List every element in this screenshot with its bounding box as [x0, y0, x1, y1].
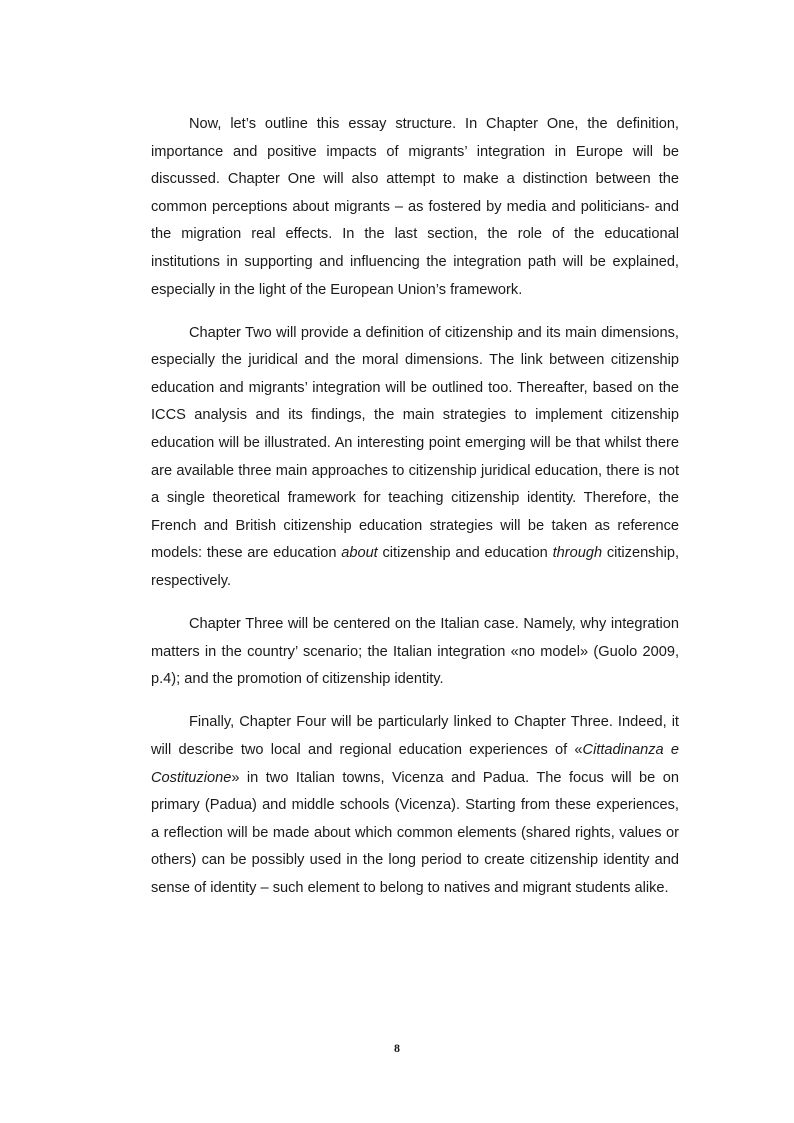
- paragraph-text: citizenship and education: [377, 545, 553, 562]
- paragraph-text: Chapter Two will provide a definition of citizenship and its main dimensions, especially the juridical and the moral dimensions. The link between citizenship education and migrants’ integration will be outlined too. Thereafter, based on the ICCS analysis and its findings, the main strategies to implement citizenship education will be illustrated. An interesting point emerging will be that whilst there are available three main approaches to citizenship juridical education, there is not a single theoretical framework for teaching citizenship identity. Therefore, the French and British citizenship education strategies will be taken as reference models: these are education: [151, 324, 679, 562]
- italic-through: through: [552, 545, 603, 562]
- italic-cittadinanza-e-costituzione: Cittadinanza e Costituzione: [151, 741, 679, 786]
- paragraph-chapter-four: [151, 709, 679, 902]
- paragraph-text: » in two Italian towns, Vicenza and Padua. The focus will be on primary (Padua) and middle schools (Vicenza). Starting from these experiences, a reflection will be made about which common elements (shared rights, values or others) can be possibly used in the long period to create citizenship identity and sense of identity – such element to belong to natives and migrant students alike.: [151, 769, 679, 896]
- paragraph-text: citizenship, respectively.: [151, 545, 680, 589]
- page-number: 8: [394, 1041, 400, 1055]
- italic-about: about: [341, 545, 378, 562]
- paragraph-chapter-three: [151, 611, 679, 694]
- paragraph-text: Now, let’s outline this essay structure. In Chapter One, the definition, importance and positive impacts of migrants’ integration in Europe will be discussed. Chapter One will also attempt to make a distinction between the common perceptions about migrants – as fostered by media and politicians- and the migration real effects. In the last section, the role of the educational institutions in supporting and influencing the integration path will be explained, especially in the light of the European Union’s framework.: [151, 116, 679, 298]
- paragraph-text: Chapter Three will be centered on the Italian case. Namely, why integration matters in the country’ scenario; the Italian integration «no model» (Guolo 2009, p.4); and the promotion of citizenship identity.: [151, 616, 679, 688]
- paragraph-chapter-two: [151, 320, 679, 596]
- paragraph-essay-structure: [151, 111, 679, 304]
- body-text: [151, 111, 679, 918]
- paragraph-text: Finally, Chapter Four will be particularly linked to Chapter Three. Indeed, it will describe two local and regional education experiences of «: [151, 714, 679, 758]
